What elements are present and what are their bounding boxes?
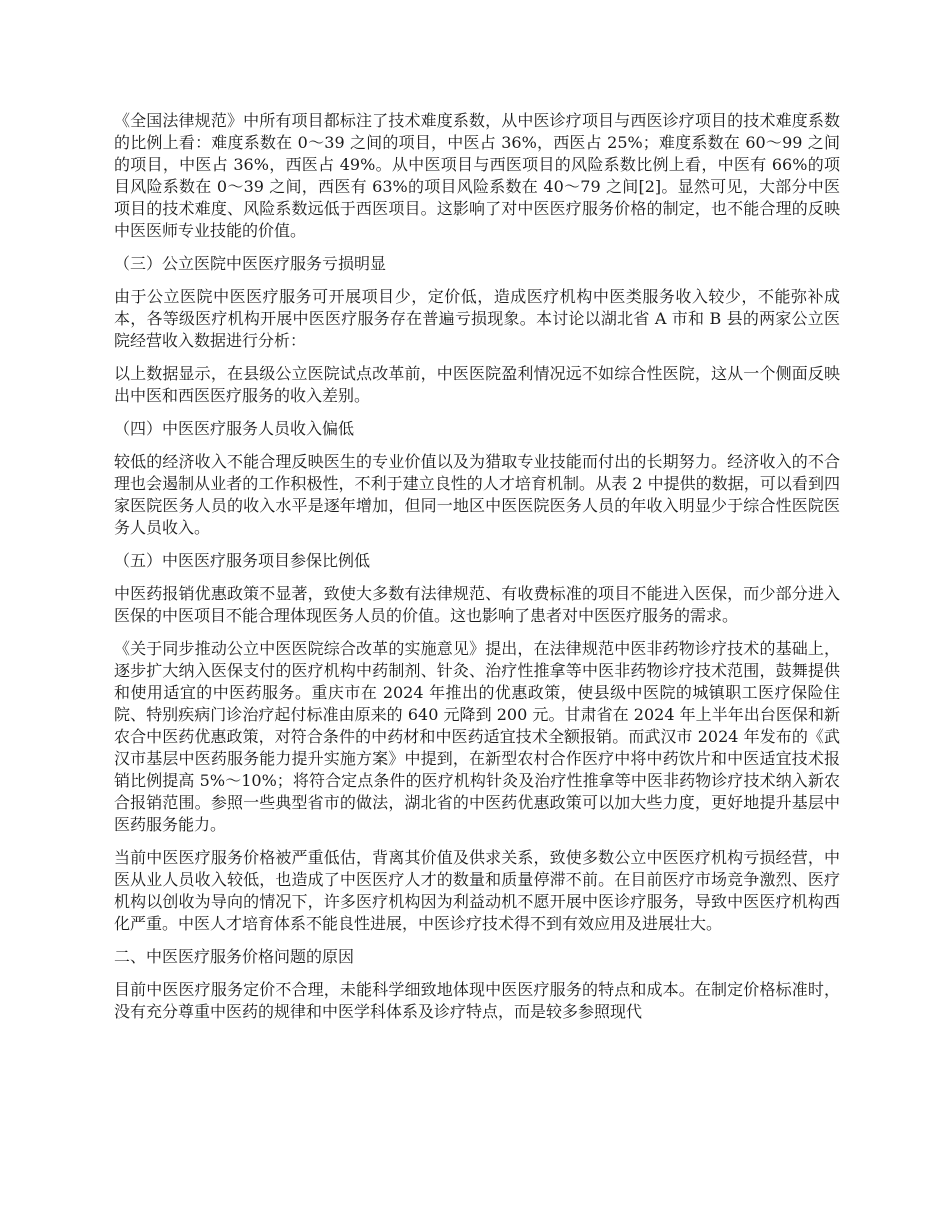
section-heading-public-hospital-losses: （三）公立医院中医医疗服务亏损明显 xyxy=(114,254,387,273)
paragraph-reform-opinions: 《关于同步推动公立中医医院综合改革的实施意见》提出，在法律规范中医非药物诊疗技术的基础上，逐步扩大纳入医保支付的医疗机构中药制剂、针灸、治疗性推拿等中医非药物诊疗技术范围，鼓舞提供和使用适宜的中医药服务。重庆市在 2024 年推出的优惠政策，使县级中医院的城镇职工医疗保险住院、特别疾病门诊治疗起付标准由原来的 640 元降到 200 元。甘肃省在 2024 年上半年出台医保和新农合中医药优惠政策，对符合条件的中药材和中医药适宜技术全额报销。而武汉市 2024 年发布的《武汉市基层中医药服务能力提升实施方案》中提到，在新型农村合作医疗中将中药饮片和中医适宜技术报销比例提高 5%～10%；将符合定点条件的医疗机构针灸及治疗性推拿等中医非药物诊疗技术纳入新农合报销范围。参照一些典型省市的做法，湖北省的中医药优惠政策可以加大些力度，更好地提升基层中医药服务能力。 xyxy=(114,639,840,834)
paragraph-data-shows: 以上数据显示，在县级公立医院试点改革前，中医医院盈利情况远不如综合性医院，这从一个侧面反映出中医和西医医疗服务的收入差别。 xyxy=(114,364,840,405)
section-heading-causes: 二、中医医疗服务价格问题的原因 xyxy=(114,947,355,966)
paragraph-current-pricing: 当前中医医疗服务价格被严重低估，背离其价值及供求关系，致使多数公立中医医疗机构亏损经营，中医从业人员收入较低，也造成了中医医疗人才的数量和质量停滞不前。在目前医疗市场竞争激烈、医疗机构以创收为导向的情况下，许多医疗机构因为利益动机不愿开展中医诊疗服务，导致中医医疗机构西化严重。中医人才培育体系不能良性进展，中医诊疗技术得不到有效应用及进展壮大。 xyxy=(114,848,840,933)
paragraph-technical-difficulty: 《全国法律规范》中所有项目都标注了技术难度系数，从中医诊疗项目与西医诊疗项目的技术难度系数的比例上看：难度系数在 0～39 之间的项目，中医占 36%，西医占 25%；难度系数在 60～99 之间的项目，中医占 36%，西医占 49%。从中医项目与西医项目的风险系数比例上看，中医有 66%的项目风险系数在 0～39 之间，西医有 63%的项目风险系数在 40～79 之间[2]。显然可见，大部分中医项目的技术难度、风险系数远低于西医项目。这影响了对中医医疗服务价格的制定，也不能合理的反映中医医师专业技能的价值。 xyxy=(114,111,840,240)
section-heading-insurance-ratio: （五）中医医疗服务项目参保比例低 xyxy=(114,551,371,570)
section-heading-staff-income: （四）中医医疗服务人员收入偏低 xyxy=(114,419,355,438)
paragraph-public-hospital-revenue: 由于公立医院中医医疗服务可开展项目少，定价低，造成医疗机构中医类服务收入较少，不能弥补成本，各等级医疗机构开展中医医疗服务存在普遍亏损现象。本讨论以湖北省 A 市和 B 县的两家公立医院经营收入数据进行分析： xyxy=(114,287,840,350)
paragraph-economic-income: 较低的经济收入不能合理反映医生的专业价值以及为猎取专业技能而付出的长期努力。经济收入的不合理也会遏制从业者的工作积极性，不利于建立良性的人才培育机制。从表 2 中提供的数据，可以看到四家医院医务人员的收入水平是逐年增加，但同一地区中医医院医务人员的年收入明显少于综合性医院医务人员收入。 xyxy=(114,452,840,537)
paragraph-reimbursement-policy: 中医药报销优惠政策不显著，致使大多数有法律规范、有收费标准的项目不能进入医保，而少部分进入医保的中医项目不能合理体现医务人员的价值。这也影响了患者对中医医疗服务的需求。 xyxy=(114,584,840,625)
paragraph-pricing-unreasonable: 目前中医医疗服务定价不合理，未能科学细致地体现中医医疗服务的特点和成本。在制定价格标准时，没有充分尊重中医药的规律和中医学科体系及诊疗特点，而是较多参照现代 xyxy=(114,980,840,1021)
document-body xyxy=(114,110,840,1034)
